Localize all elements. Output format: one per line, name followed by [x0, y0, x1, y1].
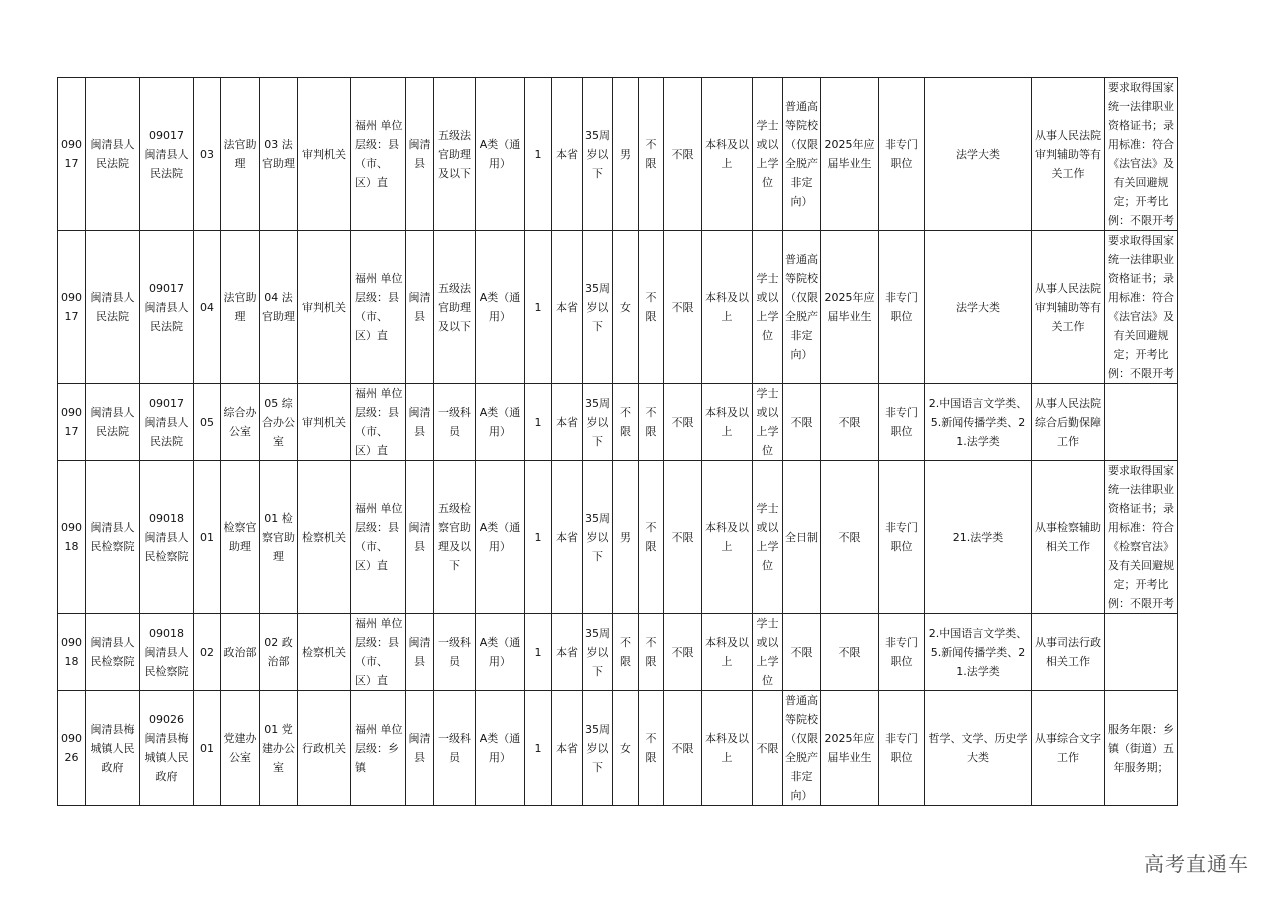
duty-cell: 从事人民法院审判辅助等有关工作	[1032, 78, 1105, 231]
unit-level-cell: 福州 单位层级：县（市、区）直	[351, 384, 406, 461]
age-cell: 35周岁以下	[583, 78, 613, 231]
recruit-count-cell: 1	[525, 384, 552, 461]
unit-code-cell: 09017	[58, 78, 86, 231]
education-cell: 本科及以上	[702, 384, 753, 461]
major-cell: 法学大类	[925, 231, 1032, 384]
area-cell: 闽清县	[406, 691, 434, 806]
notes-cell: 服务年限：乡镇（街道）五年服务期；	[1105, 691, 1178, 806]
study-mode-cell: 普通高等院校（仅限全脱产非定向）	[783, 231, 821, 384]
graduate-status-cell: 不限	[821, 614, 879, 691]
area-cell: 闽清县	[406, 78, 434, 231]
position-code-name-cell: 05 综合办公室	[260, 384, 298, 461]
position-number-cell: 01	[194, 461, 221, 614]
study-mode-cell: 不限	[783, 384, 821, 461]
unit-code-cell: 09018	[58, 461, 86, 614]
position-name-cell: 综合办公室	[221, 384, 260, 461]
unit-level-cell: 福州 单位层级：县（市、区）直	[351, 461, 406, 614]
origin-cell: 本省	[552, 78, 583, 231]
table-row	[58, 691, 1178, 806]
organization-type-cell: 审判机关	[298, 384, 351, 461]
notes-cell: 要求取得国家统一法律职业资格证书；录用标准：符合《法官法》及有关回避规定；开考比例：不限开考	[1105, 78, 1178, 231]
ethnicity-cell: 不限	[639, 78, 664, 231]
position-code-name-cell: 04 法官助理	[260, 231, 298, 384]
position-code-name-cell: 02 政治部	[260, 614, 298, 691]
rank-cell: 一级科员	[434, 614, 476, 691]
job-type-cell: 非专门职位	[879, 231, 925, 384]
study-mode-cell: 全日制	[783, 461, 821, 614]
age-cell: 35周岁以下	[583, 231, 613, 384]
position-name-cell: 法官助理	[221, 231, 260, 384]
political-status-cell: 不限	[664, 384, 702, 461]
ethnicity-cell: 不限	[639, 231, 664, 384]
table-row	[58, 78, 1178, 231]
major-cell: 21.法学类	[925, 461, 1032, 614]
degree-cell: 学士或以上学位	[753, 614, 783, 691]
area-cell: 闽清县	[406, 614, 434, 691]
duty-cell: 从事人民法院综合后勤保障工作	[1032, 384, 1105, 461]
area-cell: 闽清县	[406, 384, 434, 461]
job-type-cell: 非专门职位	[879, 461, 925, 614]
position-number-cell: 03	[194, 78, 221, 231]
ethnicity-cell: 不限	[639, 461, 664, 614]
department-cell: 09018 闽清县人民检察院	[140, 461, 194, 614]
area-cell: 闽清县	[406, 461, 434, 614]
graduate-status-cell: 2025年应届毕业生	[821, 231, 879, 384]
graduate-status-cell: 2025年应届毕业生	[821, 691, 879, 806]
recruit-count-cell: 1	[525, 614, 552, 691]
origin-cell: 本省	[552, 461, 583, 614]
position-name-cell: 党建办公室	[221, 691, 260, 806]
ethnicity-cell: 不限	[639, 384, 664, 461]
gender-cell: 不限	[613, 614, 639, 691]
notes-cell	[1105, 614, 1178, 691]
exam-category-cell: A类（通用）	[476, 461, 525, 614]
notes-cell: 要求取得国家统一法律职业资格证书；录用标准：符合《法官法》及有关回避规定；开考比例：不限开考	[1105, 231, 1178, 384]
organization-type-cell: 审判机关	[298, 78, 351, 231]
unit-name-cell: 闽清县人民法院	[86, 78, 140, 231]
degree-cell: 学士或以上学位	[753, 384, 783, 461]
gender-cell: 不限	[613, 384, 639, 461]
exam-category-cell: A类（通用）	[476, 231, 525, 384]
duty-cell: 从事司法行政相关工作	[1032, 614, 1105, 691]
organization-type-cell: 检察机关	[298, 614, 351, 691]
notes-cell: 要求取得国家统一法律职业资格证书；录用标准：符合《检察官法》及有关回避规定；开考比例：不限开考	[1105, 461, 1178, 614]
position-number-cell: 04	[194, 231, 221, 384]
degree-cell: 学士或以上学位	[753, 231, 783, 384]
degree-cell: 不限	[753, 691, 783, 806]
unit-code-cell: 09017	[58, 231, 86, 384]
duty-cell: 从事检察辅助相关工作	[1032, 461, 1105, 614]
major-cell: 2.中国语言文学类、5.新闻传播学类、21.法学类	[925, 614, 1032, 691]
education-cell: 本科及以上	[702, 691, 753, 806]
gender-cell: 男	[613, 461, 639, 614]
unit-name-cell: 闽清县梅城镇人民政府	[86, 691, 140, 806]
ethnicity-cell: 不限	[639, 614, 664, 691]
gender-cell: 女	[613, 231, 639, 384]
area-cell: 闽清县	[406, 231, 434, 384]
age-cell: 35周岁以下	[583, 384, 613, 461]
gender-cell: 女	[613, 691, 639, 806]
recruit-count-cell: 1	[525, 231, 552, 384]
unit-name-cell: 闽清县人民法院	[86, 231, 140, 384]
origin-cell: 本省	[552, 384, 583, 461]
unit-level-cell: 福州 单位层级：县（市、区）直	[351, 231, 406, 384]
department-cell: 09018 闽清县人民检察院	[140, 614, 194, 691]
unit-name-cell: 闽清县人民检察院	[86, 614, 140, 691]
position-name-cell: 检察官助理	[221, 461, 260, 614]
political-status-cell: 不限	[664, 231, 702, 384]
unit-level-cell: 福州 单位层级：乡镇	[351, 691, 406, 806]
unit-level-cell: 福州 单位层级：县（市、区）直	[351, 614, 406, 691]
position-code-name-cell: 01 党建办公室	[260, 691, 298, 806]
table-row	[58, 384, 1178, 461]
gender-cell: 男	[613, 78, 639, 231]
unit-name-cell: 闽清县人民检察院	[86, 461, 140, 614]
degree-cell: 学士或以上学位	[753, 78, 783, 231]
job-type-cell: 非专门职位	[879, 691, 925, 806]
unit-code-cell: 09017	[58, 384, 86, 461]
recruit-count-cell: 1	[525, 78, 552, 231]
department-cell: 09026 闽清县梅城镇人民政府	[140, 691, 194, 806]
rank-cell: 一级科员	[434, 691, 476, 806]
table-row	[58, 614, 1178, 691]
graduate-status-cell: 2025年应届毕业生	[821, 78, 879, 231]
table-row	[58, 231, 1178, 384]
study-mode-cell: 不限	[783, 614, 821, 691]
ethnicity-cell: 不限	[639, 691, 664, 806]
department-cell: 09017 闽清县人民法院	[140, 384, 194, 461]
job-type-cell: 非专门职位	[879, 384, 925, 461]
political-status-cell: 不限	[664, 691, 702, 806]
political-status-cell: 不限	[664, 78, 702, 231]
exam-category-cell: A类（通用）	[476, 78, 525, 231]
department-cell: 09017 闽清县人民法院	[140, 78, 194, 231]
department-cell: 09017 闽清县人民法院	[140, 231, 194, 384]
notes-cell	[1105, 384, 1178, 461]
table-body	[58, 78, 1178, 806]
exam-category-cell: A类（通用）	[476, 691, 525, 806]
rank-cell: 一级科员	[434, 384, 476, 461]
table-row	[58, 461, 1178, 614]
major-cell: 2.中国语言文学类、5.新闻传播学类、21.法学类	[925, 384, 1032, 461]
duty-cell: 从事人民法院审判辅助等有关工作	[1032, 231, 1105, 384]
job-type-cell: 非专门职位	[879, 78, 925, 231]
position-number-cell: 02	[194, 614, 221, 691]
origin-cell: 本省	[552, 614, 583, 691]
political-status-cell: 不限	[664, 461, 702, 614]
recruit-count-cell: 1	[525, 691, 552, 806]
unit-code-cell: 09018	[58, 614, 86, 691]
education-cell: 本科及以上	[702, 614, 753, 691]
study-mode-cell: 普通高等院校（仅限全脱产非定向）	[783, 78, 821, 231]
exam-category-cell: A类（通用）	[476, 384, 525, 461]
major-cell: 法学大类	[925, 78, 1032, 231]
origin-cell: 本省	[552, 231, 583, 384]
education-cell: 本科及以上	[702, 231, 753, 384]
organization-type-cell: 审判机关	[298, 231, 351, 384]
age-cell: 35周岁以下	[583, 461, 613, 614]
position-code-name-cell: 03 法官助理	[260, 78, 298, 231]
job-type-cell: 非专门职位	[879, 614, 925, 691]
education-cell: 本科及以上	[702, 78, 753, 231]
exam-category-cell: A类（通用）	[476, 614, 525, 691]
degree-cell: 学士或以上学位	[753, 461, 783, 614]
major-cell: 哲学、文学、历史学大类	[925, 691, 1032, 806]
watermark: 高考直通车	[1144, 852, 1249, 876]
unit-name-cell: 闽清县人民法院	[86, 384, 140, 461]
education-cell: 本科及以上	[702, 461, 753, 614]
position-code-name-cell: 01 检察官助理	[260, 461, 298, 614]
age-cell: 35周岁以下	[583, 614, 613, 691]
unit-level-cell: 福州 单位层级：县（市、区）直	[351, 78, 406, 231]
study-mode-cell: 普通高等院校（仅限全脱产非定向）	[783, 691, 821, 806]
organization-type-cell: 检察机关	[298, 461, 351, 614]
position-name-cell: 法官助理	[221, 78, 260, 231]
position-number-cell: 05	[194, 384, 221, 461]
political-status-cell: 不限	[664, 614, 702, 691]
unit-code-cell: 09026	[58, 691, 86, 806]
recruit-count-cell: 1	[525, 461, 552, 614]
duty-cell: 从事综合文字工作	[1032, 691, 1105, 806]
age-cell: 35周岁以下	[583, 691, 613, 806]
rank-cell: 五级检察官助理及以下	[434, 461, 476, 614]
position-name-cell: 政治部	[221, 614, 260, 691]
job-listing-table	[57, 77, 1178, 806]
origin-cell: 本省	[552, 691, 583, 806]
position-number-cell: 01	[194, 691, 221, 806]
rank-cell: 五级法官助理及以下	[434, 231, 476, 384]
organization-type-cell: 行政机关	[298, 691, 351, 806]
rank-cell: 五级法官助理及以下	[434, 78, 476, 231]
graduate-status-cell: 不限	[821, 461, 879, 614]
graduate-status-cell: 不限	[821, 384, 879, 461]
